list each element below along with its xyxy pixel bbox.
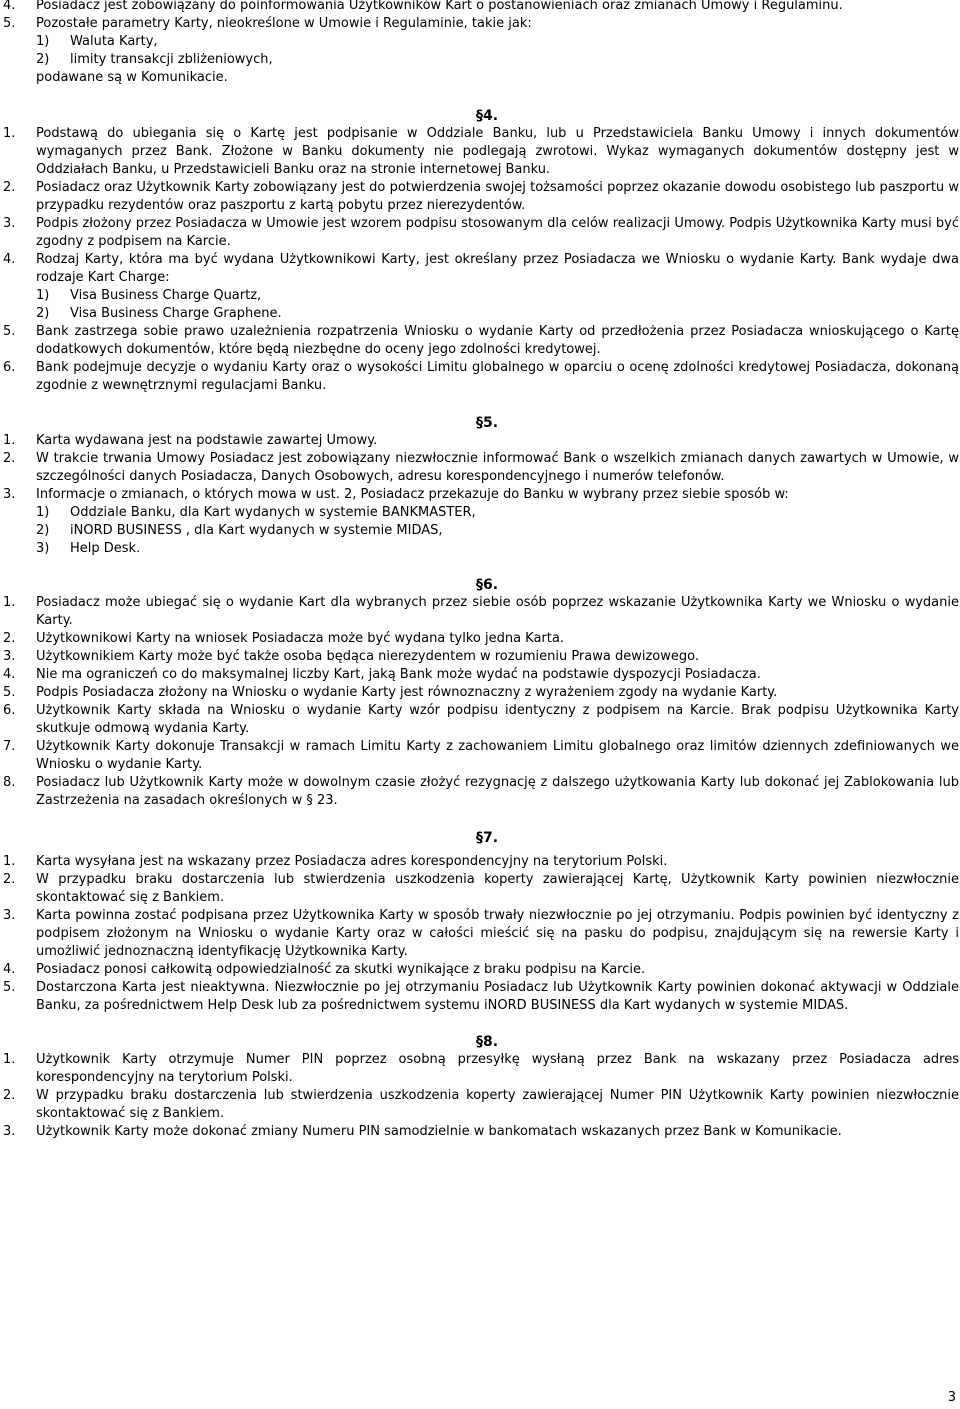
- list-item: [3, 323, 959, 359]
- item-text: Informacje o zmianach, o których mowa w ust. 2, Posiadacz przekazuje do Banku w wybrany przez siebie sposób w:: [36, 487, 789, 502]
- sub-item: [36, 51, 959, 69]
- sub-item-text: Visa Business Charge Graphene.: [70, 306, 282, 321]
- list-item: [3, 125, 959, 179]
- sub-item: [36, 540, 959, 558]
- item-text: Użytkownik Karty składa na Wniosku o wydanie Karty wzór podpisu identyczny z podpisem na Karcie. Brak podpisu Użytkownika Karty skutkuje odmową wydania Karty.: [36, 703, 959, 736]
- list-item: [3, 0, 959, 15]
- item-text: Użytkownik Karty otrzymuje Numer PIN poprzez osobną przesyłkę wysłaną przez Bank na wskazany przez Posiadacza adres korespondencyjny na terytorium Polski.: [36, 1052, 959, 1085]
- item-text: Podpis Posiadacza złożony na Wniosku o wydanie Karty jest równoznaczny z wyrażeniem zgody na wydanie Karty.: [36, 685, 778, 700]
- sub-item-text: Oddziale Banku, dla Kart wydanych w systemie BANKMASTER,: [70, 505, 476, 520]
- list-item: [3, 179, 959, 215]
- list-item: [3, 702, 959, 738]
- item-text: Pozostałe parametry Karty, nieokreślone w Umowie i Regulaminie, takie jak:: [36, 16, 532, 31]
- item-number: 7.: [3, 739, 16, 754]
- item-number: 2.: [3, 872, 16, 887]
- sub-item-text: limity transakcji zbliżeniowych,: [70, 52, 273, 67]
- list-item: [3, 1051, 959, 1087]
- list-item: [3, 648, 959, 666]
- sub-item-text: iNORD BUSINESS , dla Kart wydanych w systemie MIDAS,: [70, 523, 443, 538]
- sub-item-number: 1): [36, 288, 50, 303]
- list-item: [3, 450, 959, 486]
- sub-item-number: 3): [36, 541, 50, 556]
- sub-item: [36, 522, 959, 540]
- item-number: 3.: [3, 1124, 16, 1139]
- list-item: [3, 1123, 959, 1141]
- list-item: [3, 486, 959, 558]
- item-text: Podstawą do ubiegania się o Kartę jest podpisanie w Oddziale Banku, lub u Przedstawiciela Banku Umowy i innych dokumentów wymaganych przez Bank. Złożone w Banku dokumenty nie podlegają zwrotowi. Wykaz wymaganych dokumentów dostępny jest w Oddziałach Banku, u Przedstawicieli Banku oraz na stronie internetowej Banku.: [36, 126, 959, 177]
- item-text: Bank zastrzega sobie prawo uzależnienia rozpatrzenia Wniosku o wydanie Karty od przedłożenia przez Posiadacza wnioskującego o Kartę dodatkowych dokumentów, które będą niezbędne do oceny jego zdolności kredytowej.: [36, 324, 959, 357]
- item-number: 4.: [3, 962, 16, 977]
- list-item: [3, 871, 959, 907]
- item-text: Karta powinna zostać podpisana przez Użytkownika Karty w sposób trwały niezwłocznie po jej otrzymaniu. Podpis powinien być identyczny z podpisem złożonym na Wniosku o wydanie Karty oraz w całości mieścić się na pasku do podpisu, znajdującym się na rewersie Karty i umożliwić jednoznaczną identyfikację Użytkownika Karty.: [36, 908, 959, 959]
- item-number: 3.: [3, 216, 16, 231]
- list-item: [3, 961, 959, 979]
- sub-item: [36, 504, 959, 522]
- item-text: Posiadacz ponosi całkowitą odpowiedzialność za skutki wynikające z braku podpisu na Karcie.: [36, 962, 646, 977]
- list-item: [3, 666, 959, 684]
- list-item: [3, 853, 959, 871]
- item-text: Karta wydawana jest na podstawie zawartej Umowy.: [36, 433, 378, 448]
- list-item: [3, 979, 959, 1015]
- item-number: 4.: [3, 0, 16, 13]
- item-text: Użytkownik Karty może dokonać zmiany Numeru PIN samodzielnie w bankomatach wskazanych przez Bank w Komunikacie.: [36, 1124, 842, 1139]
- item-text: Posiadacz jest zobowiązany do poinformowania Użytkowników Kart o postanowieniach oraz zmianach Umowy i Regulaminu.: [36, 0, 843, 13]
- sub-item-text: Help Desk.: [70, 541, 141, 556]
- item-number: 1.: [3, 595, 16, 610]
- list-item: [3, 684, 959, 702]
- list-item: [3, 594, 959, 630]
- section-7: [3, 829, 959, 1015]
- sub-item-number: 2): [36, 306, 50, 321]
- section-heading: §4.: [475, 108, 499, 124]
- list-item: [3, 432, 959, 450]
- item-text: Posiadacz może ubiegać się o wydanie Kart dla wybranych przez siebie osób poprzez wskazanie Użytkownika Karty we Wniosku o wydanie Karty.: [36, 595, 959, 628]
- list-item: [3, 1087, 959, 1123]
- item-number: 4.: [3, 252, 16, 267]
- item-text: Dostarczona Karta jest nieaktywna. Niezwłocznie po jej otrzymaniu Posiadacz lub Użytkownik Karty powinien dokonać aktywacji w Oddziale Banku, za pośrednictwem Help Desk lub za pośrednictwem systemu iNORD BUSINESS dla Kart wydanych w systemie MIDAS.: [36, 980, 959, 1013]
- item-number: 2.: [3, 631, 16, 646]
- sub-item-number: 1): [36, 34, 50, 49]
- item-text: W przypadku braku dostarczenia lub stwierdzenia uszkodzenia koperty zawierającej Kartę, Użytkownik Karty powinien niezwłocznie skontaktować się z Bankiem.: [36, 872, 959, 905]
- sub-item: [36, 305, 959, 323]
- section-4: [3, 107, 959, 395]
- list-item: [3, 907, 959, 961]
- list-item: [3, 251, 959, 323]
- item-number: 6.: [3, 703, 16, 718]
- item-text: Posiadacz oraz Użytkownik Karty zobowiązany jest do potwierdzenia swojej tożsamości poprzez okazanie dowodu osobistego lub paszportu w przypadku rezydentów oraz paszportu z kartą pobytu przez nierezydentów.: [36, 180, 959, 213]
- section-6: [3, 576, 959, 810]
- item-text: Użytkownikiem Karty może być także osoba będąca nierezydentem w rozumieniu Prawa dewizowego.: [36, 649, 699, 664]
- section-heading: §6.: [475, 577, 499, 593]
- item-text: Posiadacz lub Użytkownik Karty może w dowolnym czasie złożyć rezygnację z dalszego użytkowania Karty lub dokonać jej Zablokowania lub Zastrzeżenia na zasadach określonych w § 23.: [36, 775, 959, 808]
- section-heading: §7.: [475, 830, 499, 846]
- item-text: W trakcie trwania Umowy Posiadacz jest zobowiązany niezwłocznie informować Bank o wszelkich zmianach danych zawartych w Umowie, w szczególności danych Posiadacza, Danych Osobowych, adresu korespondencyjnego i numerów telefonów.: [36, 451, 959, 484]
- item-text: Nie ma ograniczeń co do maksymalnej liczby Kart, jaką Bank może wydać na podstawie dyspozycji Posiadacza.: [36, 667, 761, 682]
- item-number: 5.: [3, 685, 16, 700]
- sub-item-number: 2): [36, 52, 50, 67]
- item-number: 2.: [3, 451, 16, 466]
- list-item: [3, 215, 959, 251]
- item-number: 4.: [3, 667, 16, 682]
- list-item: [3, 738, 959, 774]
- sub-item-number: 2): [36, 523, 50, 538]
- item-number: 1.: [3, 126, 16, 141]
- list-item: [3, 359, 959, 395]
- item-text: W przypadku braku dostarczenia lub stwierdzenia uszkodzenia koperty zawierającej Numer PIN Użytkownik Karty powinien niezwłocznie skontaktować się z Bankiem.: [36, 1088, 959, 1121]
- item-number: 3.: [3, 487, 16, 502]
- item-text: Podpis złożony przez Posiadacza w Umowie jest wzorem podpisu stosowanym dla celów realizacji Umowy. Podpis Użytkownika Karty musi być zgodny z podpisem na Karcie.: [36, 216, 959, 249]
- item-text: Bank podejmuje decyzje o wydaniu Karty oraz o wysokości Limitu globalnego w oparciu o ocenę zdolności kredytowej Posiadacza, dokonaną zgodnie z wewnętrznymi regulacjami Banku.: [36, 360, 959, 393]
- sub-item: [36, 33, 959, 51]
- document-body: [3, 0, 959, 1141]
- item-number: 2.: [3, 180, 16, 195]
- trailing-text: podawane są w Komunikacie.: [36, 70, 228, 85]
- sub-item-text: Waluta Karty,: [70, 34, 158, 49]
- list-item: [3, 774, 959, 810]
- list-item: [3, 630, 959, 648]
- item-number: 2.: [3, 1088, 16, 1103]
- sub-item-number: 1): [36, 505, 50, 520]
- section-heading: §5.: [475, 415, 499, 431]
- item-number: 5.: [3, 980, 16, 995]
- item-number: 5.: [3, 324, 16, 339]
- section-continuation: [3, 0, 959, 87]
- list-item: [3, 15, 959, 87]
- item-number: 5.: [3, 16, 16, 31]
- item-number: 6.: [3, 360, 16, 375]
- page-number: 3: [947, 1390, 956, 1405]
- item-text: Użytkownikowi Karty na wniosek Posiadacza może być wydana tylko jedna Karta.: [36, 631, 564, 646]
- item-number: 3.: [3, 908, 16, 923]
- item-number: 3.: [3, 649, 16, 664]
- sub-item-text: Visa Business Charge Quartz,: [70, 288, 262, 303]
- item-number: 1.: [3, 433, 16, 448]
- item-text: Użytkownik Karty dokonuje Transakcji w ramach Limitu Karty z zachowaniem Limitu globalnego oraz limitów dziennych zdefiniowanych we Wniosku o wydanie Karty.: [36, 739, 959, 772]
- item-number: 1.: [3, 854, 16, 869]
- section-5: [3, 414, 959, 558]
- item-number: 8.: [3, 775, 16, 790]
- section-heading: §8.: [475, 1034, 499, 1050]
- section-8: [3, 1033, 959, 1141]
- item-number: 1.: [3, 1052, 16, 1067]
- sub-item: [36, 287, 959, 305]
- item-text: Rodzaj Karty, która ma być wydana Użytkownikowi Karty, jest określany przez Posiadacza we Wniosku o wydanie Karty. Bank wydaje dwa rodzaje Kart Charge:: [36, 252, 959, 285]
- item-text: Karta wysyłana jest na wskazany przez Posiadacza adres korespondencyjny na terytorium Polski.: [36, 854, 668, 869]
